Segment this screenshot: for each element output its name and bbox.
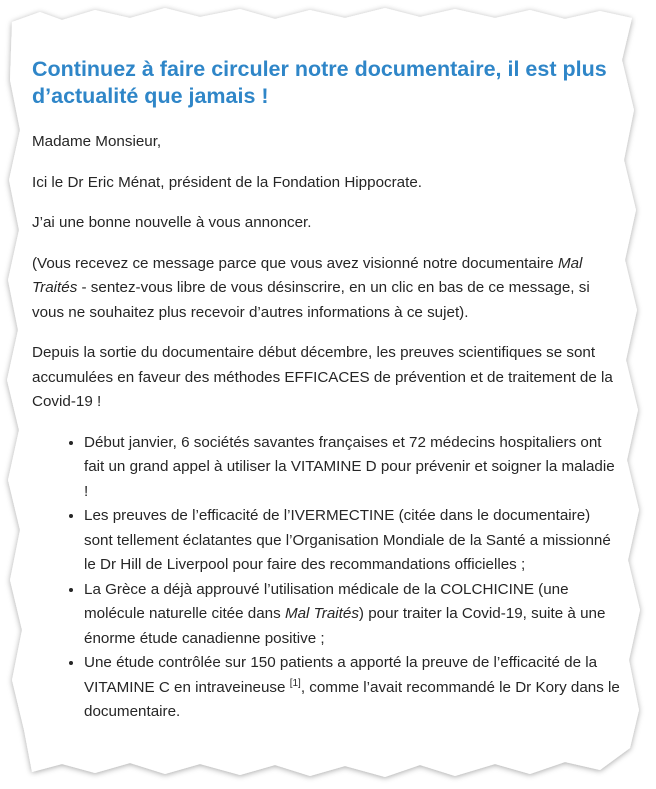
footnote-reference: [1]	[289, 677, 301, 689]
notice-text-start: (Vous recevez ce message parce que vous avez visionné notre documentaire	[32, 254, 558, 272]
colchicine-text-end: ) pour traiter la Covid-19, suite à une énorme étude canadienne positive ;	[84, 605, 606, 647]
greeting: Madame Monsieur,	[32, 133, 162, 150]
documentary-title: Mal Traités	[284, 605, 359, 622]
documentary-title: Mal Traités	[32, 254, 583, 296]
colchicine-text-start: La Grèce a déjà approuvé l’utilisation médicale de la COLCHICINE (une molécule naturelle citée dans	[84, 580, 569, 622]
subscription-notice	[32, 252, 622, 326]
intro-paragraph: Ici le Dr Eric Ménat, président de la Fondation Hippocrate.	[32, 173, 423, 191]
list-item-colchicine	[84, 578, 622, 652]
email-title: Continuez à faire circuler notre documentaire, il est plus d’actualité que jamais !	[32, 57, 607, 108]
notice-text-end: - sentez-vous libre de vous désinscrire, en un clic en bas de ce message, si vous ne souhaitez plus recevoir d’autres informations à ce sujet).	[32, 279, 590, 321]
list-item-vitamin-c	[84, 651, 622, 725]
vitamin-c-text-end: , comme l’avait recommandé le Dr Kory dans le documentaire.	[84, 678, 620, 720]
vitamin-c-text-start: Une étude contrôlée sur 150 patients a apporté la preuve de l’efficacité de la VITAMINE C en intraveineuse	[84, 654, 598, 696]
email-body	[32, 56, 622, 725]
announcement-paragraph: J’ai une bonne nouvelle à vous annoncer.	[32, 214, 312, 231]
list-item-vitamin-d: • Début janvier, 6 sociétés savantes françaises et 72 médecins hospitaliers ont fait un grand appel à utiliser la VITAMINE D pour prévenir et soigner la maladie !	[84, 431, 622, 505]
evidence-paragraph: Depuis la sortie du documentaire début décembre, les preuves scientifiques se sont accumulées en faveur des méthodes EFFICACES de prévention et de traitement de la Covid-19 !	[32, 344, 613, 410]
list-item-ivermectin: • Les preuves de l’efficacité de l’IVERMECTINE (citée dans le documentaire) sont tellement éclatantes que l’Organisation Mondiale de la Santé a missionné le Dr Hill de Liverpool pour faire des recommandations officielles ;	[84, 504, 622, 578]
evidence-list	[32, 431, 622, 725]
